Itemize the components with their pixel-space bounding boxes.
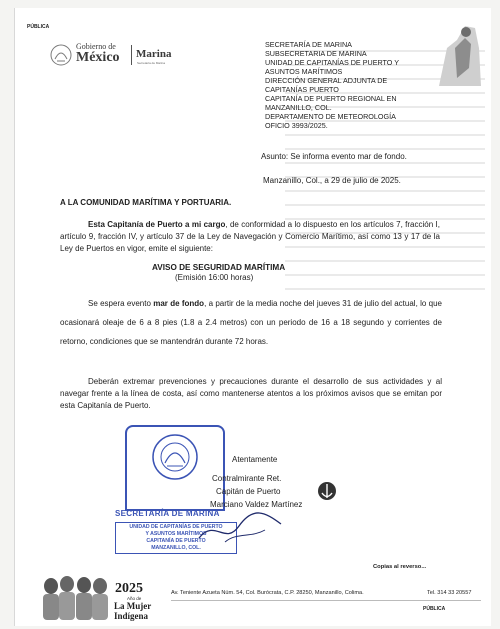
footer-rule xyxy=(171,600,481,601)
header-line: DIRECCIÓN GENERAL ADJUNTA DE xyxy=(265,76,388,85)
header-line: SUBSECRETARIA DE MARINA xyxy=(265,49,367,58)
signer-position: Capitán de Puerto xyxy=(216,487,281,496)
footer-address: Av. Teniente Azueta Núm. 54, Col. Burócrata, C.P. 28250, Manzanillo, Colima. xyxy=(171,590,364,596)
forecast-text-b: , a partir de la media noche del jueves 31 de julio del actual, lo que ocasionará oleaje de 6 a 8 pies (1.8 a 2.4 metros) con un periodo de 16 a 18 segundo y corrientes de retorno, condiciones que se mantendrán durante 72 horas. xyxy=(60,299,442,346)
date-line: Manzanillo, Col., a 29 de julio de 2025. xyxy=(263,176,401,185)
header-line: MANZANILLO, COL. xyxy=(265,103,332,112)
coat-of-arms-icon xyxy=(49,41,73,69)
stamp-box-line: CAPITANÍA DE PUERTO xyxy=(146,538,206,544)
header-line: SECRETARÍA DE MARINA xyxy=(265,40,352,49)
precaution-paragraph: Deberán extremar prevenciones y precauciones durante el desarrollo de sus actividades y al navegar frente a la línea de costa, así como mantenerse atentos a los próximos avisos que se emitan por esta Capitanía de Puerto. xyxy=(60,377,442,410)
gov-line1: Gobierno de xyxy=(76,42,116,51)
forecast-text-a: Se espera evento xyxy=(88,299,154,308)
header-line: DEPARTAMENTO DE METEOROLOGÍA xyxy=(265,112,396,121)
forecast-bold-text: mar de fondo xyxy=(153,299,205,308)
header-block xyxy=(265,40,425,130)
stamp-top-text: SECRETARÍA DE MARINA xyxy=(115,509,220,518)
notice-subtitle: (Emisión 16:00 horas) xyxy=(175,273,254,282)
classification-label-bottom: PÚBLICA xyxy=(423,606,446,612)
intro-paragraph xyxy=(60,219,440,255)
handwritten-signature-icon xyxy=(195,508,285,548)
stamp-box-line: Y ASUNTOS MARÍTIMOS xyxy=(145,531,207,537)
header-line: ASUNTOS MARÍTIMOS xyxy=(265,67,343,76)
header-line: CAPITANÍAS PUERTO xyxy=(265,85,339,94)
forecast-paragraph xyxy=(60,294,442,351)
intro-bold-text: Esta Capitanía de Puerto a mi cargo xyxy=(88,220,226,229)
footer-year-sub: Año de xyxy=(127,596,142,601)
government-logo xyxy=(49,41,199,73)
stamp-box-line: UNIDAD DE CAPITANÍAS DE PUERTO xyxy=(129,524,223,530)
header-line: UNIDAD DE CAPITANÍAS DE PUERTO Y xyxy=(265,58,400,67)
closing-word: Atentamente xyxy=(232,455,278,464)
signer-rank: Contralmirante Ret. xyxy=(212,474,282,483)
signature-block xyxy=(210,453,302,511)
agency-name: Marina xyxy=(136,48,172,60)
classification-label-top: PÚBLICA xyxy=(27,24,50,30)
stamp-box-line: MANZANILLO, COL. xyxy=(151,545,201,551)
agency-subname: Secretaría de Marina xyxy=(137,61,166,65)
footer-year: 2025 xyxy=(115,581,143,596)
document-page xyxy=(14,8,491,626)
indigenous-women-illustration-icon xyxy=(39,574,111,622)
footer-phone: Tel. 314 33 20557 xyxy=(427,590,472,596)
stamp-seal-icon xyxy=(151,433,199,481)
logo-divider xyxy=(131,45,132,65)
notice-title: AVISO DE SEGURIDAD MARÍTIMA xyxy=(152,263,286,272)
naval-emblem-icon xyxy=(317,478,337,504)
oficio-number: OFICIO 3993/2025. xyxy=(265,121,328,130)
recipient-line: A LA COMUNIDAD MARÍTIMA Y PORTUARIA. xyxy=(60,198,232,207)
footer-year-sub2: La Mujer xyxy=(114,601,152,611)
gov-line2: México xyxy=(76,50,120,65)
header-line: CAPITANÍA DE PUERTO REGIONAL EN xyxy=(265,94,397,103)
intro-text: , de conformidad a lo dispuesto en los artículos 7, fracción I, artículo 9, fracción IV, y artículo 37 de la Ley de Navegación y Comercio Marítimo, así como 13 y 17 de la Ley de Puertos en vigor, emite el siguiente: xyxy=(60,220,440,253)
copies-note: Copias al reverso... xyxy=(373,564,427,570)
historic-figures-emblem-icon xyxy=(435,18,483,88)
footer-year-sub3: Indígena xyxy=(114,611,149,621)
subject-line: Asunto: Se informa evento mar de fondo. xyxy=(261,152,407,161)
signer-name: Marciano Valdez Martínez xyxy=(210,500,303,509)
